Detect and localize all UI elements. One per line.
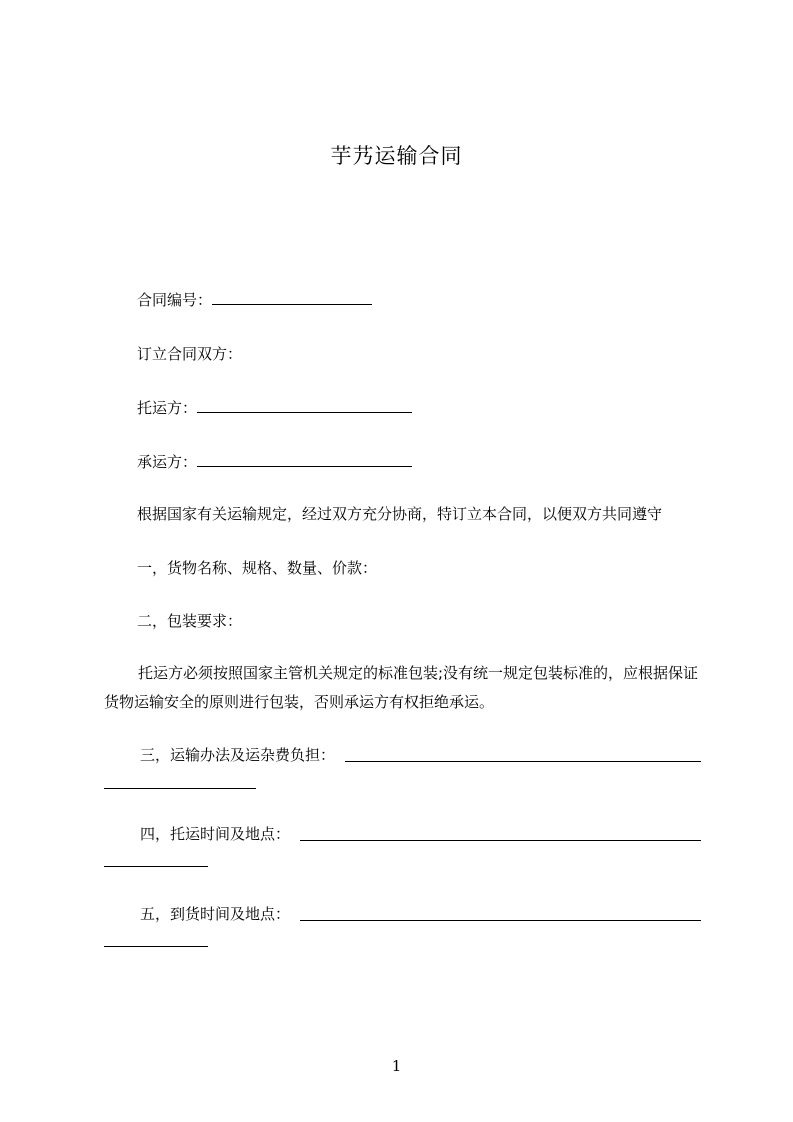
contract-number-blank [212, 290, 372, 305]
section-5-blank [300, 920, 701, 921]
preamble-text: 根据国家有关运输规定，经过双方充分协商，特订立本合同，以便双方共同遵守 [137, 505, 663, 523]
shipper-label: 托运方： [137, 399, 198, 417]
carrier-label: 承运方： [137, 453, 198, 471]
carrier-blank [197, 452, 412, 467]
section-1-heading: 一，货物名称、规格、数量、价款： [137, 559, 378, 577]
document-title: 芋艿运输合同 [330, 144, 463, 168]
section-3-heading: 三，运输办法及运杂费负担： [140, 746, 336, 764]
contract-number-label: 合同编号： [137, 291, 213, 309]
shipper-line [137, 398, 412, 418]
section-2-heading: 二，包装要求： [137, 612, 243, 630]
section-4-blank [300, 840, 701, 841]
shipper-blank [197, 398, 412, 413]
carrier-line [137, 452, 412, 472]
section-4-heading: 四，托运时间及地点： [140, 825, 291, 843]
parties-heading: 订立合同双方： [137, 345, 243, 363]
contract-number-line [137, 290, 372, 310]
section-4-blank-continued [104, 866, 208, 867]
section-5-blank-continued [104, 946, 208, 947]
section-3-blank [345, 761, 701, 762]
section-5-heading: 五，到货时间及地点： [140, 905, 291, 923]
page-number: 1 [391, 1057, 402, 1075]
packaging-paragraph: 托运方必须按照国家主管机关规定的标准包装;没有统一规定包装标准的，应根据保证货物运输安全的原则进行包装，否则承运方有权拒绝承运。 [104, 664, 699, 711]
section-3-blank-continued [104, 788, 256, 789]
